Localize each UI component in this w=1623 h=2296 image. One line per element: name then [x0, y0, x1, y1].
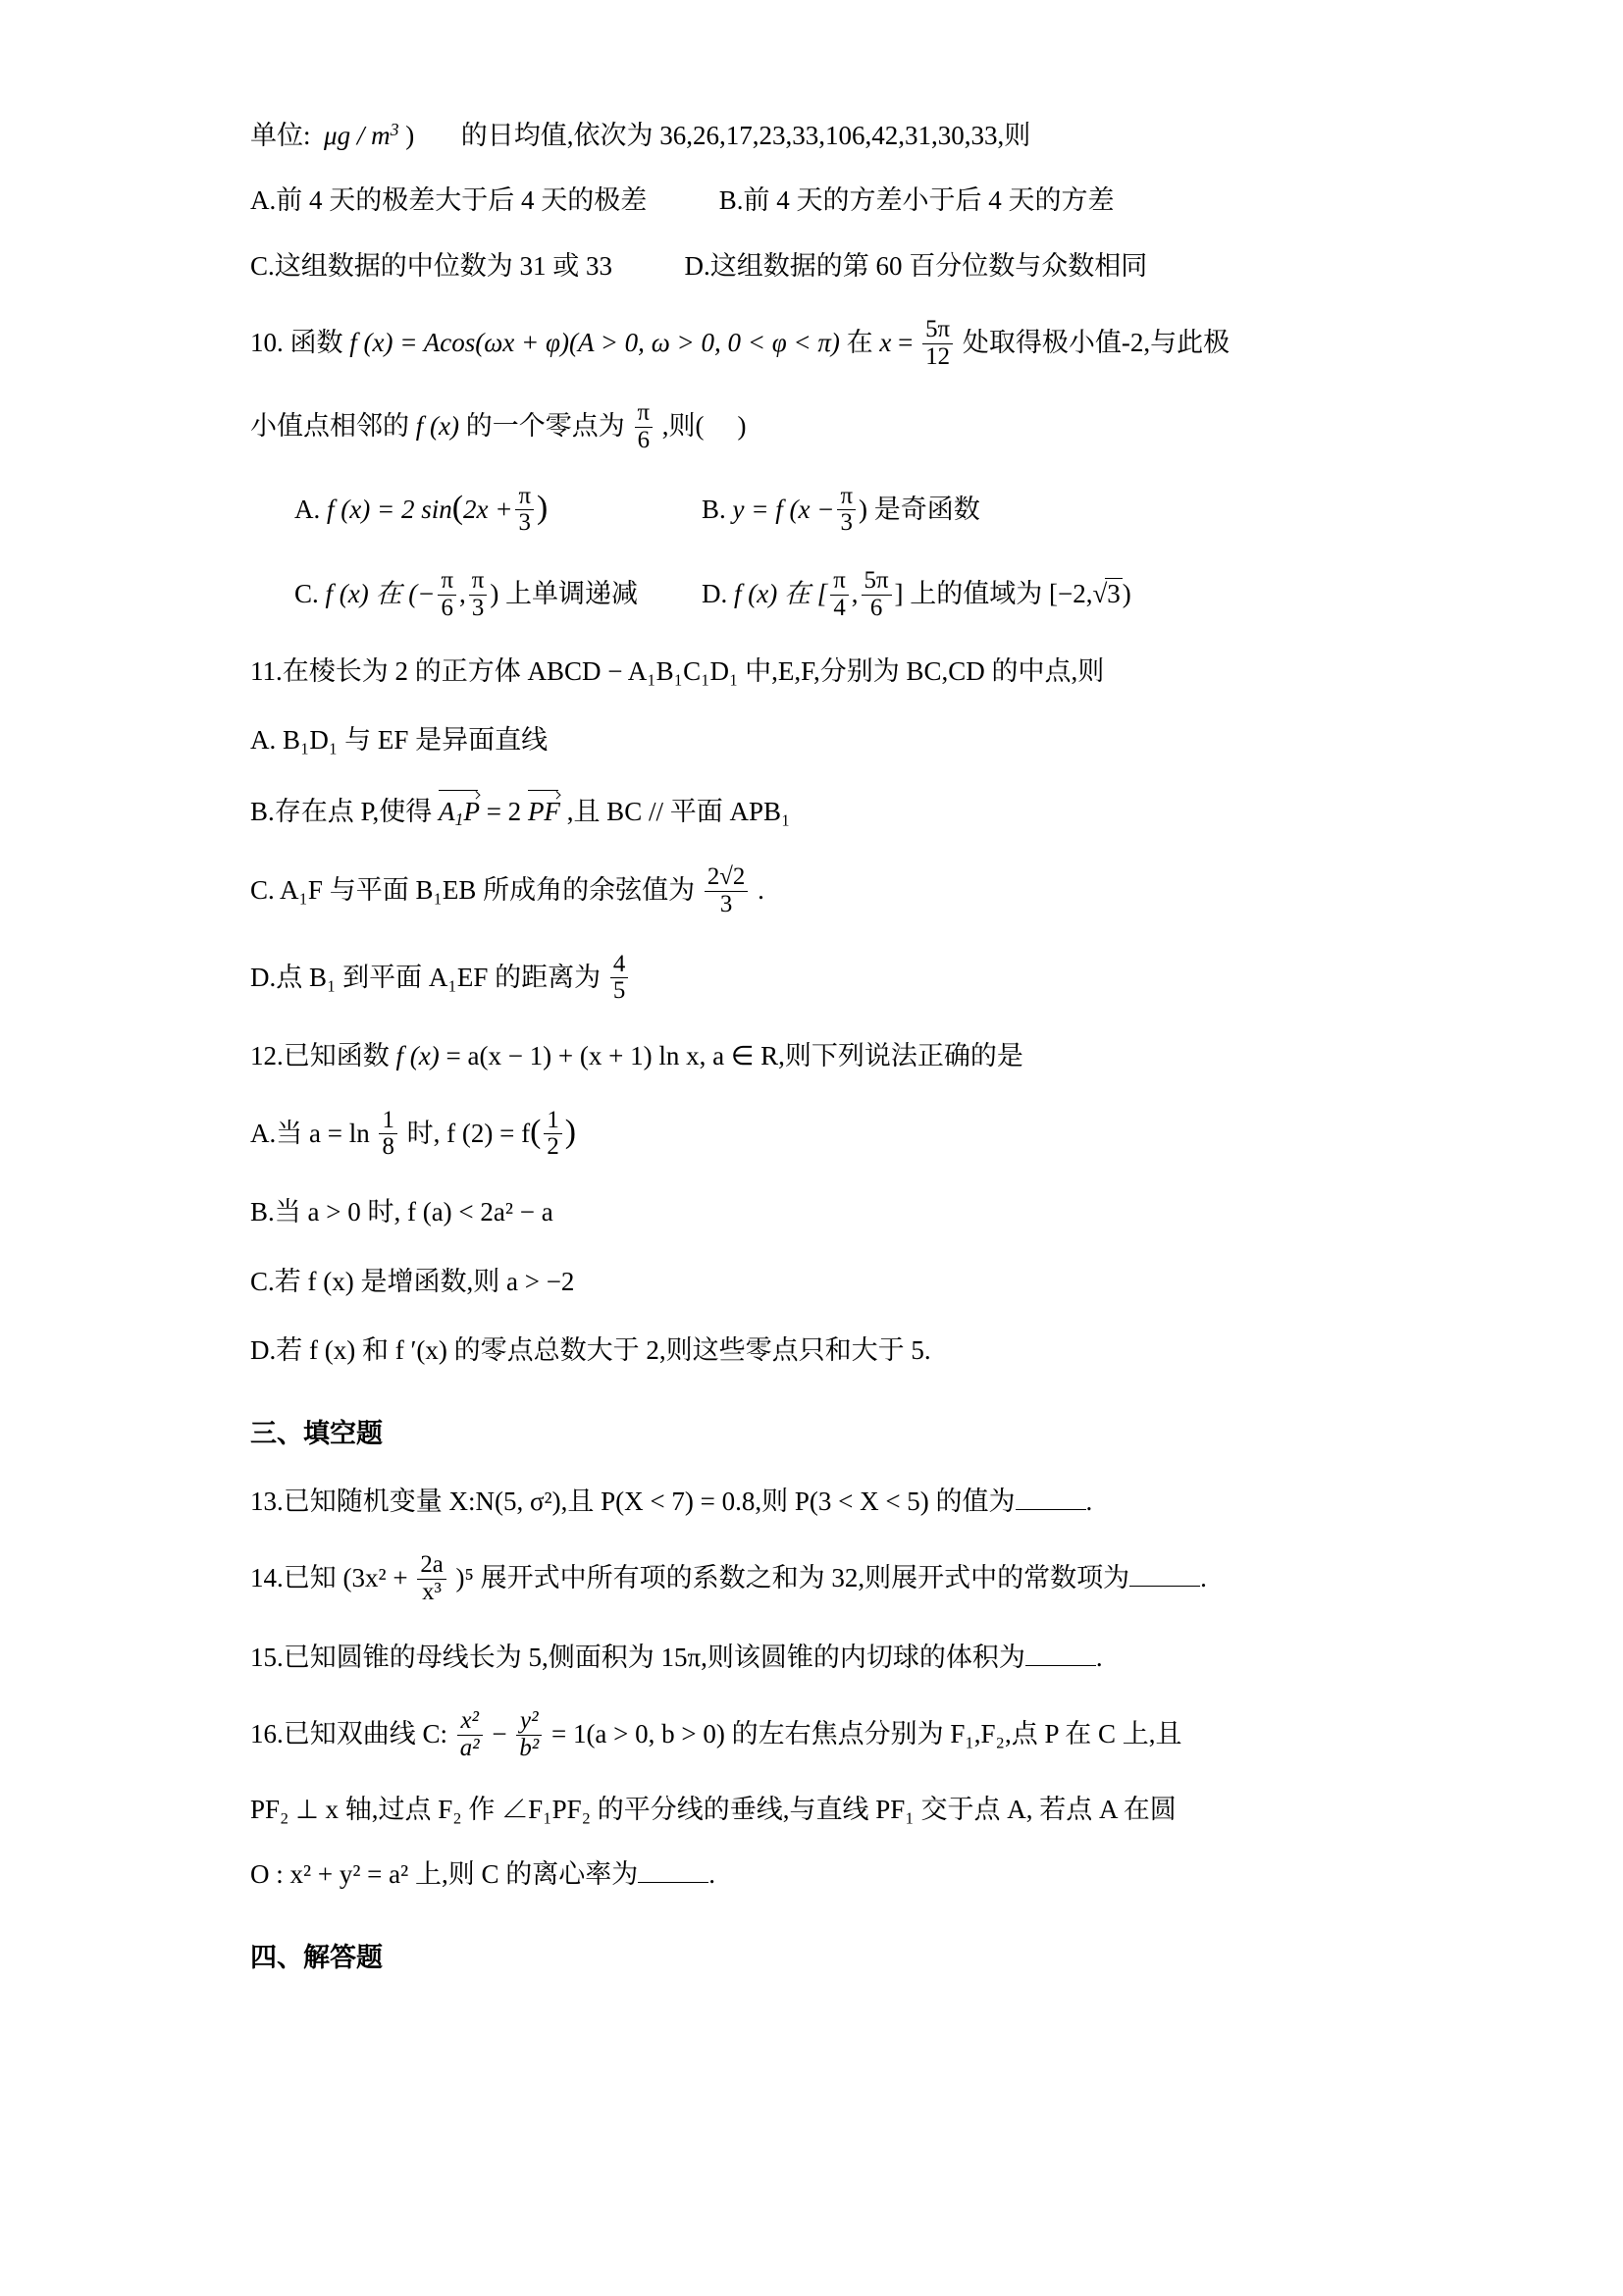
q13-answer-blank[interactable] [1016, 1509, 1086, 1510]
q14-mid: )⁵ 展开式中所有项的系数之和为 32,则展开式中的常数项为 [455, 1562, 1130, 1592]
question-13 [250, 1484, 1441, 1519]
q10-option-b[interactable] [672, 484, 1441, 538]
q10-stem-5: ,则( ) [661, 410, 747, 441]
question-10-stem-line-1 [250, 317, 1441, 371]
q10-option-b-text-post: ) 是奇函数 [859, 494, 980, 524]
q11-option-c-fraction: $\frac{2√2}{3}$ [705, 864, 748, 918]
q10-fx-2: f (x) [415, 410, 459, 441]
question-9-stem-tail [250, 118, 1441, 153]
question-9-options-row-2 [250, 248, 1441, 284]
q10-option-d-end: ) [1122, 579, 1131, 609]
q9-option-b[interactable]: B.前 4 天的方差小于后 4 天的方差 [718, 185, 1115, 216]
q10-expression: = Acos(ωx + φ)(A > 0, ω > 0, 0 < φ < π) [399, 328, 840, 358]
q11-vector-a1p: $A_1P$ [439, 792, 480, 831]
section-4-title: 四、解答题 [250, 1942, 383, 1972]
q10-option-d-post: ] 上的值域为 [−2, [894, 579, 1093, 609]
q10-option-a-text: f (x) = 2 sin [327, 494, 452, 524]
q10-fraction-pi-6: $\frac{\pi}{6}$ [635, 400, 654, 454]
q9-unit-suffix: ) [405, 121, 415, 150]
q9-unit-prefix: 单位: [250, 121, 311, 150]
q14-fraction: $\frac{2a}{\text{x³}}$ [417, 1552, 445, 1606]
q12-option-a-end: ) [564, 1113, 577, 1150]
q11-vector-pf: PF [528, 792, 560, 829]
q10-option-c[interactable] [250, 568, 672, 622]
q10-function-symbol: f (x) [349, 328, 393, 358]
q12-fx: f (x) [395, 1041, 440, 1071]
q10-at: 在 x = [846, 328, 914, 358]
q16-pre: 16.已知双曲线 C: [250, 1719, 448, 1749]
q10-option-c-pre: f (x) 在 (− [325, 579, 436, 609]
q12-option-a[interactable]: A.当 a = ln $\frac{1}{8}$ 时, f (2) = f( $\frac{1}{2}$ ) [250, 1106, 577, 1161]
q9-option-a[interactable]: A.前 4 天的极差大于后 4 天的极差 [250, 185, 648, 216]
q10-option-c-label: C. [294, 579, 319, 609]
q10-option-d-sqrt: 3 [1107, 579, 1121, 609]
q10-stem-1: 函数 [289, 328, 343, 358]
q10-option-c-fraction-2: $\frac{\pi}{3}$ [469, 568, 488, 622]
q12-option-a-pre: A.当 a = ln [250, 1118, 370, 1148]
q10-option-d[interactable]: D. f (x) 在 [ $\frac{\pi}{4}$ , $\frac{5\pi}{6}$ ] 上的值域为 [−2,√3) [702, 567, 1131, 622]
q12-option-b[interactable]: B.当 a > 0 时, f (a) < 2a² − a [250, 1197, 553, 1227]
q11-option-c-pre: C. A₁F 与平面 B₁EB 所成角的余弦值为 [250, 874, 696, 905]
q11-option-c[interactable] [250, 864, 1441, 918]
q10-option-a-fraction: $\frac{\pi}{3}$ [515, 484, 534, 538]
q11-option-b-eq: = 2 [486, 796, 522, 826]
question-16-line-1 [250, 1708, 1441, 1762]
q16-fraction-1: $\frac{\text{x²}}{\text{a²}}$ [457, 1708, 483, 1762]
q15-end: . [1095, 1642, 1103, 1672]
q11-option-b-post: ,且 BC // 平面 APB₁ [566, 796, 791, 826]
q10-stem-3: 小值点相邻的 [250, 410, 409, 441]
q10-option-b-fraction: $\frac{\pi}{3}$ [837, 484, 856, 538]
q13-end: . [1085, 1486, 1093, 1516]
q10-stem-2: 处取得极小值-2,与此极 [962, 328, 1230, 358]
q15-text: 15.已知圆锥的母线长为 5,侧面积为 15π,则该圆锥的内切球的体积为 [250, 1642, 1025, 1672]
q11-option-b[interactable] [250, 792, 1441, 831]
q16-line3-pre: O : x² + y² = a² 上,则 C 的离心率为 [250, 1859, 639, 1890]
q12-stem-mid: = a(x − 1) + (x + 1) ln x, a ∈ R,则下列说法正确的是 [445, 1041, 1023, 1071]
q12-option-d[interactable]: D.若 f (x) 和 f ′(x) 的零点总数大于 2,则这些零点只和大于 5. [250, 1335, 931, 1366]
q11-option-d-fraction: $\frac{4}{5}$ [610, 952, 628, 1006]
q16-fraction-2: $\frac{\text{y²}}{\text{b²}}$ [516, 1708, 542, 1762]
question-14 [250, 1552, 1441, 1606]
question-16-line-2: PF₂ ⊥ x 轴,过点 F₂ 作 ∠F₁PF₂ 的平分线的垂线,与直线 PF₁ 交于点 A, 若点 A 在圆 [250, 1794, 1177, 1824]
q16-minus: − [492, 1719, 507, 1749]
q9-option-d[interactable]: D.这组数据的第 60 百分位数与众数相同 [684, 250, 1148, 281]
q10-option-d-fraction-1: $\frac{\pi}{4}$ [830, 568, 849, 622]
q10-option-a[interactable]: A. f (x) = 2 sin(2x + $\frac{\pi}{3}$ ) [294, 482, 549, 537]
q11-option-a[interactable]: A. B₁D₁ 与 EF 是异面直线 [250, 725, 549, 756]
q12-stem-pre: 12.已知函数 [250, 1041, 390, 1071]
q10-option-d-pre: f (x) 在 [ [734, 579, 828, 609]
q11-option-d[interactable] [250, 952, 1441, 1006]
q11-option-b-pre: B.存在点 P,使得 [250, 796, 433, 826]
q10-stem-4: 的一个零点为 [465, 410, 625, 441]
q11-option-d-pre: D.点 B₁ 到平面 A₁EF 的距离为 [250, 962, 602, 992]
q10-option-d-fraction-2: $\frac{5\pi}{6}$ [862, 568, 892, 622]
q10-option-c-post: ) 上单调递减 [490, 579, 639, 609]
q14-answer-blank[interactable] [1129, 1586, 1200, 1587]
q15-answer-blank[interactable] [1025, 1665, 1096, 1666]
q16-mid: = 1(a > 0, b > 0) 的左右焦点分别为 F₁,F₂,点 P 在 C 上,且 [550, 1719, 1182, 1749]
q10-fraction-5pi-12: $\frac{5\pi}{12}$ [922, 317, 953, 371]
q10-option-c-fraction-1: $\frac{\pi}{6}$ [438, 568, 456, 622]
q9-option-c[interactable]: C.这组数据的中位数为 31 或 33 [250, 250, 613, 281]
question-10-options-row-2 [250, 568, 1441, 622]
q14-end: . [1200, 1562, 1207, 1592]
q10-option-b-label: B. [702, 494, 726, 524]
question-16-line-3 [250, 1856, 1441, 1892]
q16-line3-end: . [708, 1859, 715, 1890]
q9-lead: 的日均值,依次为 36,26,17,23,33,106,42,31,30,33,则 [460, 121, 1031, 150]
q12-option-a-fraction-2: $\frac{1}{2}$ [544, 1108, 561, 1162]
question-11-stem: 11.在棱长为 2 的正方体 ABCD − A₁B₁C₁D₁ 中,E,F,分别为 BC,CD 的中点,则 [250, 655, 1105, 686]
q10-option-a-label: A. [294, 494, 321, 524]
q9-unit-value: μg / $m^3$ [324, 120, 399, 150]
question-12-stem [250, 1038, 1441, 1073]
q12-option-a-mid: 时, f (2) = f [406, 1118, 531, 1148]
q12-option-c[interactable]: C.若 f (x) 是增函数,则 a > −2 [250, 1266, 575, 1296]
question-10-stem-line-2 [250, 400, 1441, 454]
q11-option-c-end: . [758, 874, 764, 905]
q10-number: 10. [250, 328, 284, 358]
q10-option-d-comma: , [851, 579, 859, 609]
question-9-options-row-1 [250, 183, 1441, 218]
q10-option-b-text-pre: y = f (x − [732, 494, 835, 524]
q16-answer-blank[interactable] [638, 1882, 708, 1883]
q10-option-c-comma: , [459, 579, 466, 609]
q10-option-d-label: D. [702, 579, 728, 609]
q12-option-a-fraction-1: $\frac{1}{8}$ [379, 1108, 396, 1162]
question-15 [250, 1640, 1441, 1675]
q13-text: 13.已知随机变量 X:N(5, σ²),且 P(X < 7) = 0.8,则 P(3 < X < 5) 的值为 [250, 1486, 1016, 1516]
question-10-options-row-1 [250, 484, 1441, 538]
section-3-title: 三、填空题 [250, 1418, 383, 1448]
q14-pre: 14.已知 (3x² + [250, 1562, 408, 1592]
